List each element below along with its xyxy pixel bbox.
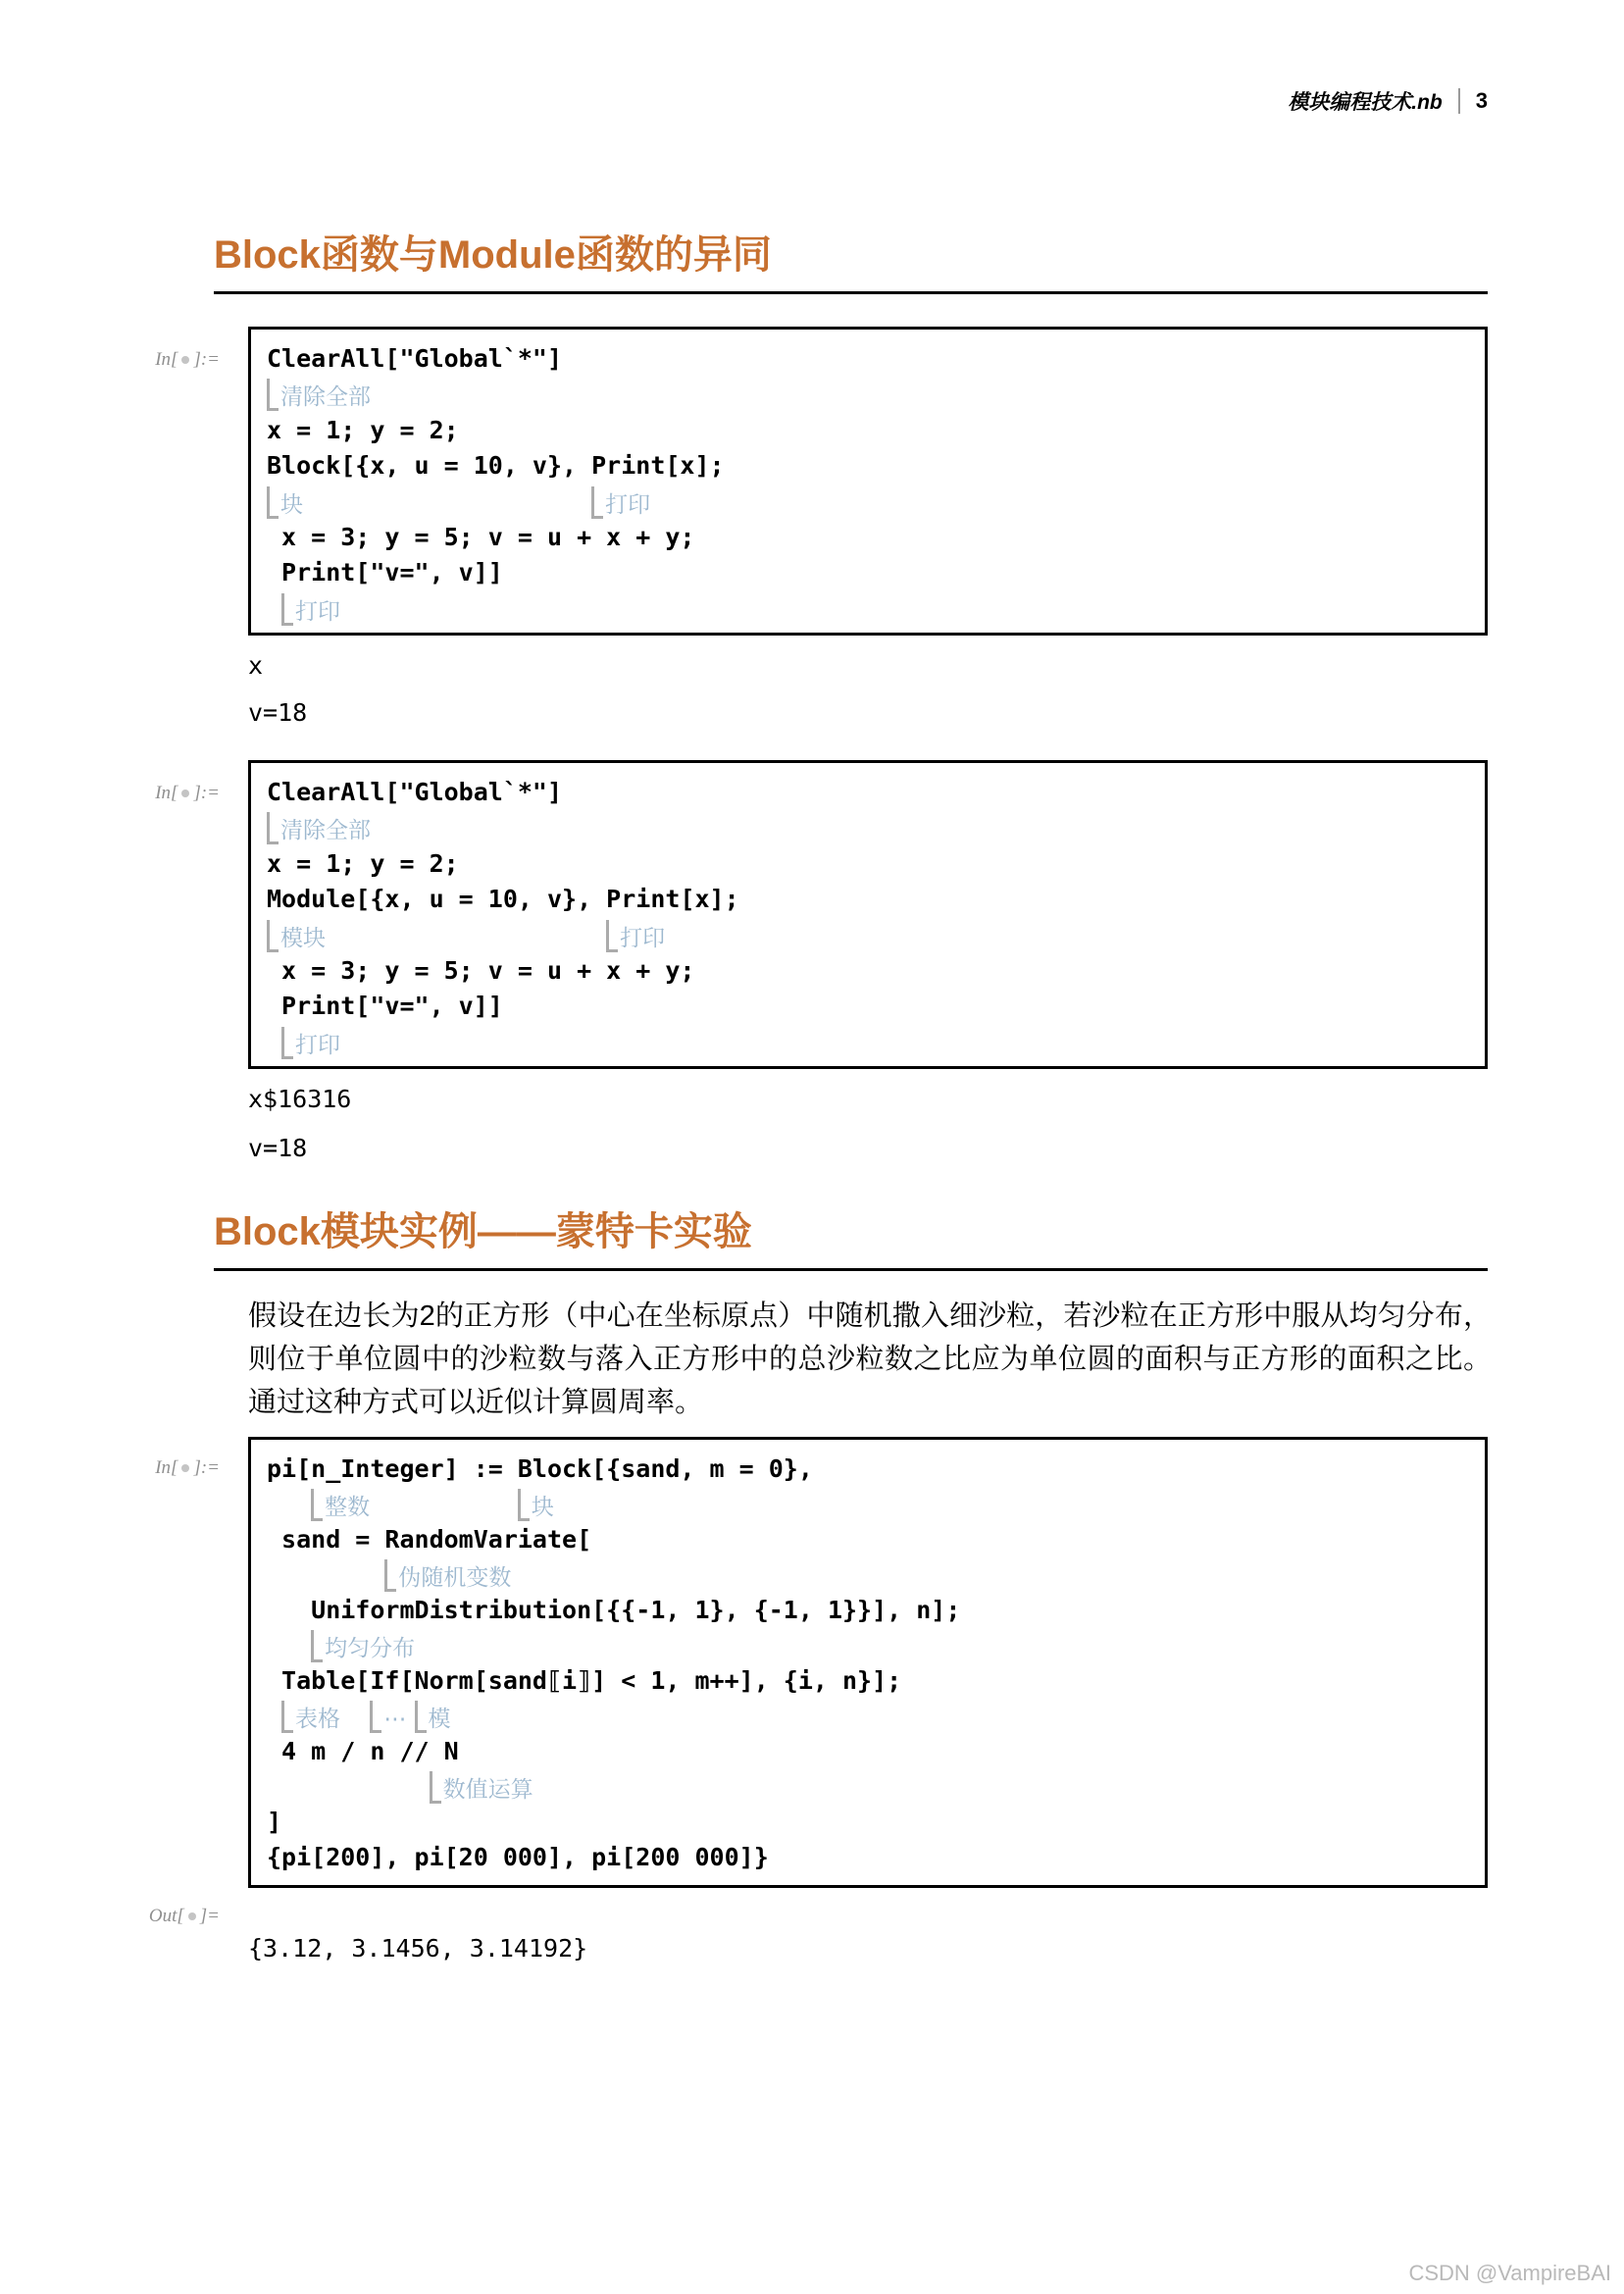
page-number: 3 [1475,88,1488,113]
print-output: x [248,651,264,680]
result-output: {3.12, 3.1456, 3.14192} [248,1934,588,1963]
annotation [267,920,326,952]
annotation [591,486,650,519]
input-cell-block[interactable] [248,327,1488,636]
code-line: Print["v=", v]] [267,558,503,587]
annotation-label: 伪随机变数 [398,1564,512,1590]
out-label: Out[ ]= [148,1906,220,1926]
code-line: ClearAll["Global`*"] [267,344,563,373]
annotation [370,1701,406,1733]
code-line: x = 3; y = 5; v = u + x + y; [267,955,695,985]
code-line: ClearAll["Global`*"] [267,778,563,806]
annotation [384,1559,511,1592]
in-label-2: In[ ]:= [155,783,220,803]
section-heading-monte-carlo [214,1208,1488,1271]
placeholder-dot-icon [181,790,189,797]
header-divider [1458,88,1460,114]
code-line: x = 3; y = 5; v = u + x + y; [267,522,695,551]
annotation-label: 打印 [295,597,341,624]
annotation-bracket-icon [415,1701,427,1733]
annotation-bracket-icon [267,920,279,952]
code-line: Block[{x, u = 10, v}, Print[x]; [267,451,725,481]
annotation [518,1489,554,1521]
annotation-line [267,918,1469,953]
annotation-label: 模块 [280,924,326,950]
code-line: Module[{x, u = 10, v}, Print[x]; [267,885,739,914]
code-line: pi[n_Integer] := Block[{sand, m = 0}, [267,1454,813,1483]
page-header [1288,86,1488,116]
annotation-label: 表格 [295,1706,341,1731]
annotation [430,1771,533,1804]
annotation-bracket-icon [267,379,279,411]
annotation [311,1630,415,1662]
annotation [267,379,371,411]
annotation-line [267,591,1469,627]
annotation-label: 打印 [620,924,666,950]
placeholder-dot-icon [181,356,189,364]
annotation-bracket-icon [267,812,279,844]
annotation-bracket-icon [591,486,603,519]
annotation-label: 块 [280,490,303,517]
code-line: x = 1; y = 2; [267,848,459,878]
annotation-label: 模 [428,1706,451,1731]
annotation-bracket-icon [281,1027,293,1059]
watermark: CSDN @VampireBAI [1408,2261,1611,2285]
code-line: ] [267,1808,282,1836]
input-cell-module[interactable] [248,760,1488,1069]
code-line: UniformDistribution[{{-1, 1}, {-1, 1}}], n]; [267,1596,961,1624]
annotation [281,1701,340,1733]
annotation-line [267,1487,1469,1522]
code-line: Print["v=", v]] [267,992,503,1021]
section-title: Block模块实例——蒙特卡实验 [214,1210,752,1253]
code-line: x = 1; y = 2; [267,415,459,444]
section-title: Block函数与Module函数的异同 [214,233,772,277]
annotation-label: 清除全部 [280,383,371,410]
annotation [281,593,340,626]
annotation-bracket-icon [267,486,279,519]
annotation-bracket-icon [384,1559,396,1592]
annotation-line [267,1769,1469,1805]
annotation-bracket-icon [311,1630,323,1662]
annotation-line [267,1025,1469,1060]
section-heading-block-vs-module [214,231,1488,294]
code-line: 4 m / n // N [267,1737,459,1765]
annotation-label: 打印 [295,1031,341,1057]
annotation [415,1701,451,1733]
code-line: sand = RandomVariate[ [267,1525,592,1554]
print-output: x$16316 [248,1085,352,1113]
annotation [267,812,371,844]
annotation-label: 清除全部 [280,817,371,843]
in-label-1: In[ ]:= [155,349,220,370]
annotation-bracket-icon [281,593,293,626]
annotation-bracket-icon [370,1701,381,1733]
body-paragraph: 假设在边长为2的正方形（中心在坐标原点）中随机撒入细沙粒，若沙粒在正方形中服从均匀分布，则位于单位圆中的沙粒数与落入正方形中的总沙粒数之比应为单位圆的面积与正方形的面积之比。通过这种方式可以近似计算圆周率。 [248,1300,1492,1418]
annotation-label: ⋯ [383,1706,407,1731]
placeholder-dot-icon [188,1912,196,1920]
annotation-line [267,377,1469,412]
annotation-label: 整数 [325,1494,371,1519]
print-output: v=18 [248,698,308,727]
annotation-bracket-icon [606,920,618,952]
annotation [311,1489,370,1521]
annotation-bracket-icon [281,1701,293,1733]
input-cell-pi[interactable] [248,1437,1488,1888]
annotation [606,920,665,952]
annotation-line [267,1557,1469,1593]
annotation [281,1027,340,1059]
document-title: 模块编程技术.nb [1288,91,1443,114]
annotation-line [267,1699,1469,1734]
annotation [267,486,303,519]
annotation-label: 数值运算 [442,1776,533,1802]
annotation-label: 均匀分布 [325,1635,416,1660]
placeholder-dot-icon [181,1464,189,1472]
print-output: v=18 [248,1134,308,1162]
annotation-line [267,484,1469,520]
annotation-label: 打印 [605,490,651,517]
annotation-label: 块 [531,1494,554,1519]
annotation-bracket-icon [518,1489,530,1521]
code-line: Table[If[Norm[sand⟦i⟧] < 1, m++], {i, n}]; [267,1666,902,1695]
annotation-line [267,810,1469,845]
code-line: {pi[200], pi[20 000], pi[200 000]} [267,1843,769,1871]
in-label-3: In[ ]:= [155,1457,220,1478]
annotation-line [267,1628,1469,1663]
annotation-bracket-icon [430,1771,441,1804]
annotation-bracket-icon [311,1489,323,1521]
